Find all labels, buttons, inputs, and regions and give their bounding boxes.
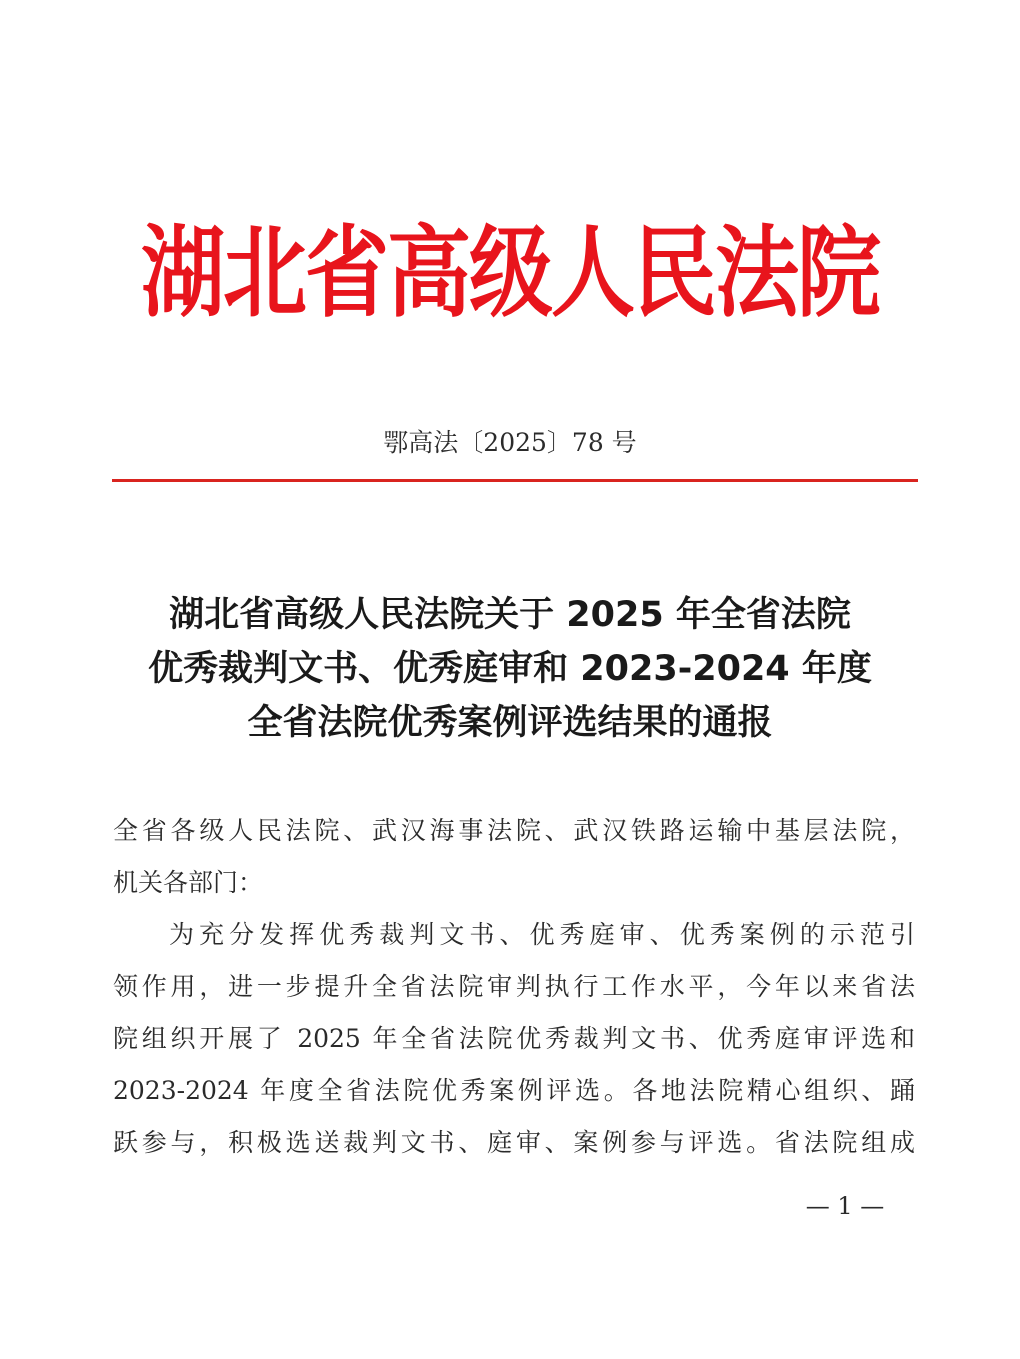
paragraph-line: 院组织开展了 2025 年全省法院优秀裁判文书、优秀庭审评选和	[113, 1024, 915, 1053]
notice-body	[113, 805, 915, 1169]
notice-title	[100, 588, 920, 750]
title-line: 湖北省高级人民法院关于 2025 年全省法院	[169, 595, 851, 635]
title-line: 全省法院优秀案例评选结果的通报	[247, 703, 773, 743]
addressee-line: 全省各级人民法院、武汉海事法院、武汉铁路运输中基层法院，	[113, 816, 915, 845]
paragraph-line: 2023-2024 年度全省法院优秀案例评选。各地法院精心组织、踊	[113, 1076, 915, 1105]
red-divider-line	[112, 479, 918, 482]
paragraph-line: 为充分发挥优秀裁判文书、优秀庭审、优秀案例的示范引	[169, 920, 915, 949]
paragraph-line: 跃参与，积极选送裁判文书、庭审、案例参与评选。省法院组成	[113, 1128, 915, 1157]
document-number: 鄂高法〔2025〕78 号	[383, 428, 637, 457]
title-line: 优秀裁判文书、优秀庭审和 2023-2024 年度	[148, 649, 872, 689]
issuer-header: 湖北省高级人民法院	[140, 214, 879, 331]
paragraph-line: 领作用，进一步提升全省法院审判执行工作水平，今年以来省法	[113, 972, 915, 1001]
page-number: — 1 —	[805, 1192, 885, 1220]
addressee-line: 机关各部门：	[113, 868, 264, 897]
